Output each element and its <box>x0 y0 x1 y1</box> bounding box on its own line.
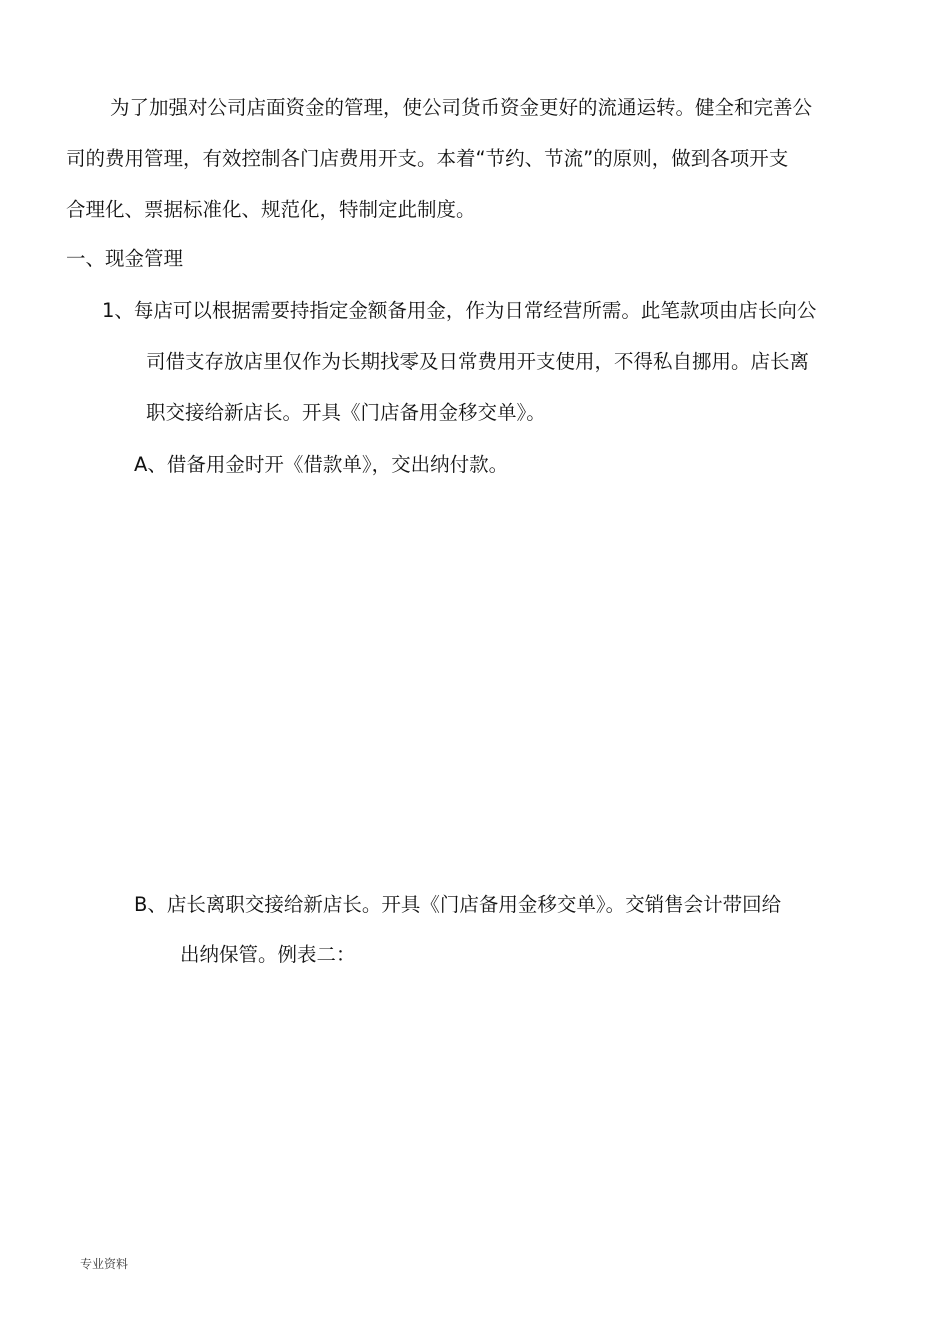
item-1-line-1: 1、每店可以根据需要持指定金额备用金，作为日常经营所需。此笔款项由店长向公 <box>102 299 817 322</box>
item-b-line-1: B、店长离职交接给新店长。开具《门店备用金移交单》。交销售会计带回给 <box>134 893 782 916</box>
item-b-line-2: 出纳保管。例表二： <box>180 943 356 966</box>
intro-line-1: 为了加强对公司店面资金的管理，使公司货币资金更好的流通运转。健全和完善公 <box>110 96 813 119</box>
intro-line-3: 合理化、票据标准化、规范化，特制定此制度。 <box>66 198 476 221</box>
page-footer: 专业资料 <box>80 1257 129 1271</box>
section-heading-cash-management: 一、现金管理 <box>66 247 184 270</box>
item-a: A、借备用金时开《借款单》，交出纳付款。 <box>134 453 509 476</box>
item-1-line-3: 职交接给新店长。开具《门店备用金移交单》。 <box>146 401 546 424</box>
item-1-line-2: 司借支存放店里仅作为长期找零及日常费用开支使用，不得私自挪用。店长离 <box>146 350 810 373</box>
intro-line-2: 司的费用管理，有效控制各门店费用开支。本着“节约、节流”的原则，做到各项开支 <box>66 147 789 170</box>
